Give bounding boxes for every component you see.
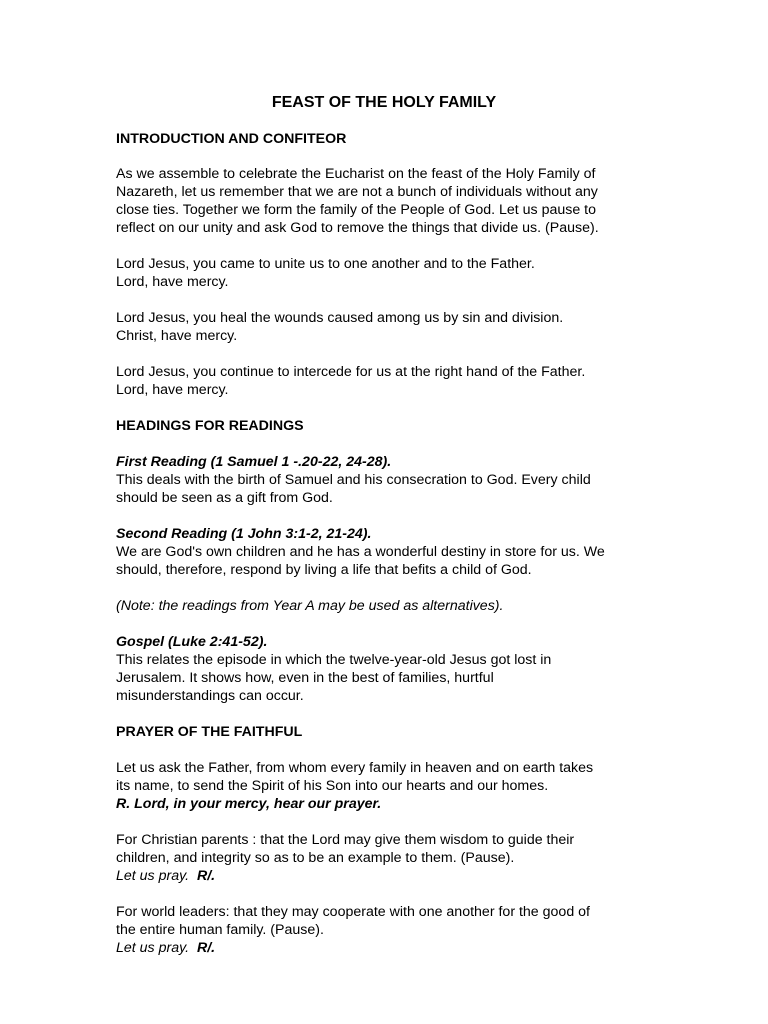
section-heading-readings: HEADINGS FOR READINGS <box>116 418 304 434</box>
petition-closing <box>116 939 652 957</box>
text-line: For Christian parents : that the Lord may give them wisdom to guide their <box>116 832 575 848</box>
invocation-response: Christ, have mercy. <box>116 328 238 344</box>
invocation-line: Lord Jesus, you heal the wounds caused among us by sin and division. <box>116 310 564 326</box>
text-line: Let us ask the Father, from whom every family in heaven and on earth takes <box>116 760 594 776</box>
let-us-pray: Let us pray. <box>116 868 190 884</box>
invocation-line: Lord Jesus, you came to unite us to one another and to the Father. <box>116 256 535 272</box>
section-heading-prayer: PRAYER OF THE FAITHFUL <box>116 724 303 740</box>
text-line: should be seen as a gift from God. <box>116 490 333 506</box>
text-line: the entire human family. (Pause). <box>116 922 324 938</box>
second-reading-title: Second Reading (1 John 3:1-2, 21-24). <box>116 526 372 542</box>
invocation-response: Lord, have mercy. <box>116 382 229 398</box>
text-line: We are God's own children and he has a wonderful destiny in store for us. We <box>116 544 605 560</box>
section-heading-introduction: INTRODUCTION AND CONFITEOR <box>116 131 347 147</box>
petition-1 <box>116 831 652 885</box>
response-marker: R/. <box>196 940 216 956</box>
second-reading <box>116 525 652 579</box>
text-line: reflect on our unity and ask God to remove the things that divide us. (Pause). <box>116 220 599 236</box>
petition-2 <box>116 903 652 957</box>
page-title: FEAST OF THE HOLY FAMILY <box>271 94 497 111</box>
invocation-3 <box>116 363 652 399</box>
text-line: should, therefore, respond by living a life that befits a child of God. <box>116 562 532 578</box>
invocation-1 <box>116 255 652 291</box>
text-line: Nazareth, let us remember that we are not a bunch of individuals without any <box>116 184 598 200</box>
invocation-response: Lord, have mercy. <box>116 274 229 290</box>
text-line: This relates the episode in which the twelve-year-old Jesus got lost in <box>116 652 552 668</box>
response-marker: R/. <box>196 868 216 884</box>
prayer-response: R. Lord, in your mercy, hear our prayer. <box>116 796 382 812</box>
text-line: children, and integrity so as to be an example to them. (Pause). <box>116 850 515 866</box>
intro-paragraph <box>116 165 652 237</box>
gospel-title: Gospel (Luke 2:41-52). <box>116 634 268 650</box>
text-line: Jerusalem. It shows how, even in the best of families, hurtful <box>116 670 494 686</box>
text-line: close ties. Together we form the family of the People of God. Let us pause to <box>116 202 597 218</box>
readings-note: (Note: the readings from Year A may be used as alternatives). <box>116 598 504 614</box>
text-line: For world leaders: that they may cooperate with one another for the good of <box>116 904 590 920</box>
invocation-2 <box>116 309 652 345</box>
first-reading-title: First Reading (1 Samuel 1 -.20-22, 24-28). <box>116 454 392 470</box>
invocation-line: Lord Jesus, you continue to intercede for us at the right hand of the Father. <box>116 364 586 380</box>
text-line: As we assemble to celebrate the Eucharist on the feast of the Holy Family of <box>116 166 596 182</box>
petition-closing <box>116 867 652 885</box>
prayer-intro <box>116 759 652 813</box>
text-line: This deals with the birth of Samuel and his consecration to God. Every child <box>116 472 591 488</box>
gospel-reading <box>116 633 652 705</box>
text-line: its name, to send the Spirit of his Son into our hearts and our homes. <box>116 778 549 794</box>
first-reading <box>116 453 652 507</box>
let-us-pray: Let us pray. <box>116 940 190 956</box>
text-line: misunderstandings can occur. <box>116 688 304 704</box>
